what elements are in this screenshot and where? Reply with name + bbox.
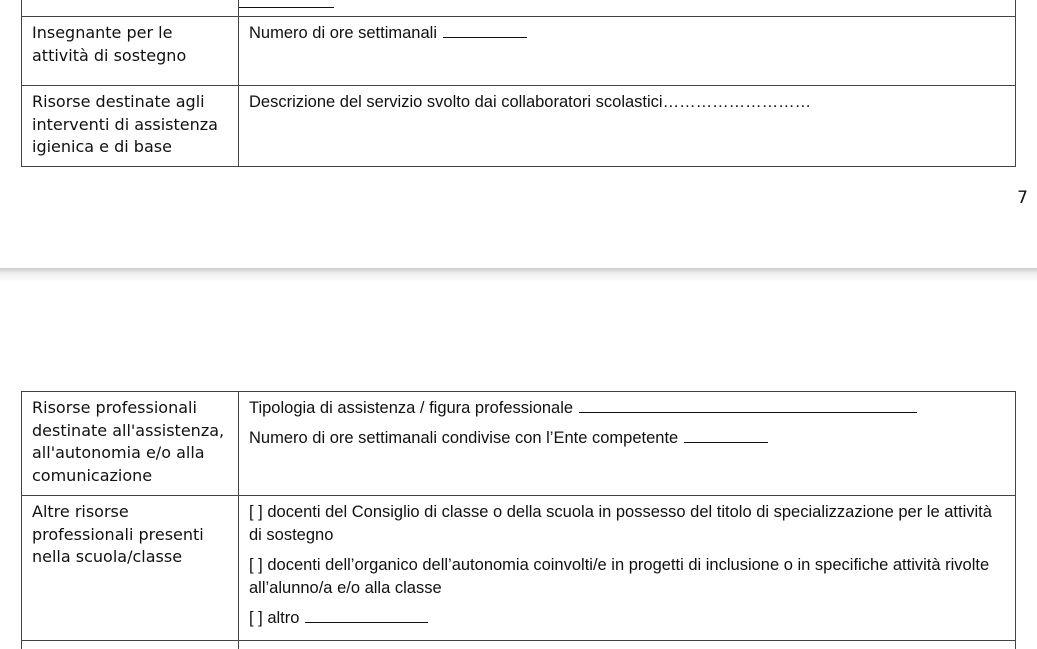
checkbox-option[interactable]: [ ] docenti dell’organico dell’autonomia coinvolti/e in progetti di inclusione o in specifiche attività rivolte all’alunno/a e/o alla classe [249, 556, 990, 597]
table-cell-label: Risorse destinate agli interventi di assistenza igienica e di base [22, 86, 239, 167]
table-cell-value: Descrizione del servizio svolto dai collaboratori scolastici……………………… [239, 86, 1016, 167]
table-cell-value [239, 641, 1016, 649]
value-line [249, 397, 1005, 420]
table-cell-label: Insegnante per le attività di sostegno [22, 17, 239, 86]
value-line [249, 427, 1005, 450]
table-cell-value [239, 496, 1016, 641]
table-row [22, 17, 1016, 86]
table-row [22, 641, 1016, 649]
page-number: 7 [1017, 188, 1028, 208]
fill-in-blank[interactable] [684, 441, 768, 443]
table-cell-label: Altre risorse professionali presenti nella scuola/classe [22, 496, 239, 641]
page-separator [0, 268, 1037, 282]
fill-in-blank[interactable] [305, 621, 428, 623]
value-text: [ ] altro [249, 609, 300, 627]
value-text: Numero di ore settimanali [249, 24, 437, 42]
resources-table-page-8 [21, 391, 1016, 649]
table-row [22, 392, 1016, 496]
fill-in-blank[interactable] [579, 411, 917, 413]
table-cell-label: Risorse professionali destinate all'assistenza, all'autonomia e/o alla comunicazione [22, 392, 239, 496]
value-text: Numero di ore settimanali condivise con l’Ente competente [249, 429, 679, 447]
table-row [22, 0, 1016, 17]
table-cell-value [239, 0, 1016, 17]
table-row [22, 86, 1016, 167]
checkbox-option[interactable]: [ ] docenti del Consiglio di classe o della scuola in possesso del titolo di specializzazione per le attività di sostegno [249, 503, 992, 544]
fill-in-blank [239, 6, 334, 8]
fill-in-blank[interactable] [443, 36, 527, 38]
table-cell-value [239, 17, 1016, 86]
checkbox-option[interactable] [249, 607, 1005, 630]
table-cell-label [22, 0, 239, 17]
table-cell-value [239, 392, 1016, 496]
resources-table-page-7 [21, 0, 1016, 167]
table-cell-label [22, 641, 239, 649]
value-text: Tipologia di assistenza / figura professionale [249, 399, 574, 417]
table-row [22, 496, 1016, 641]
